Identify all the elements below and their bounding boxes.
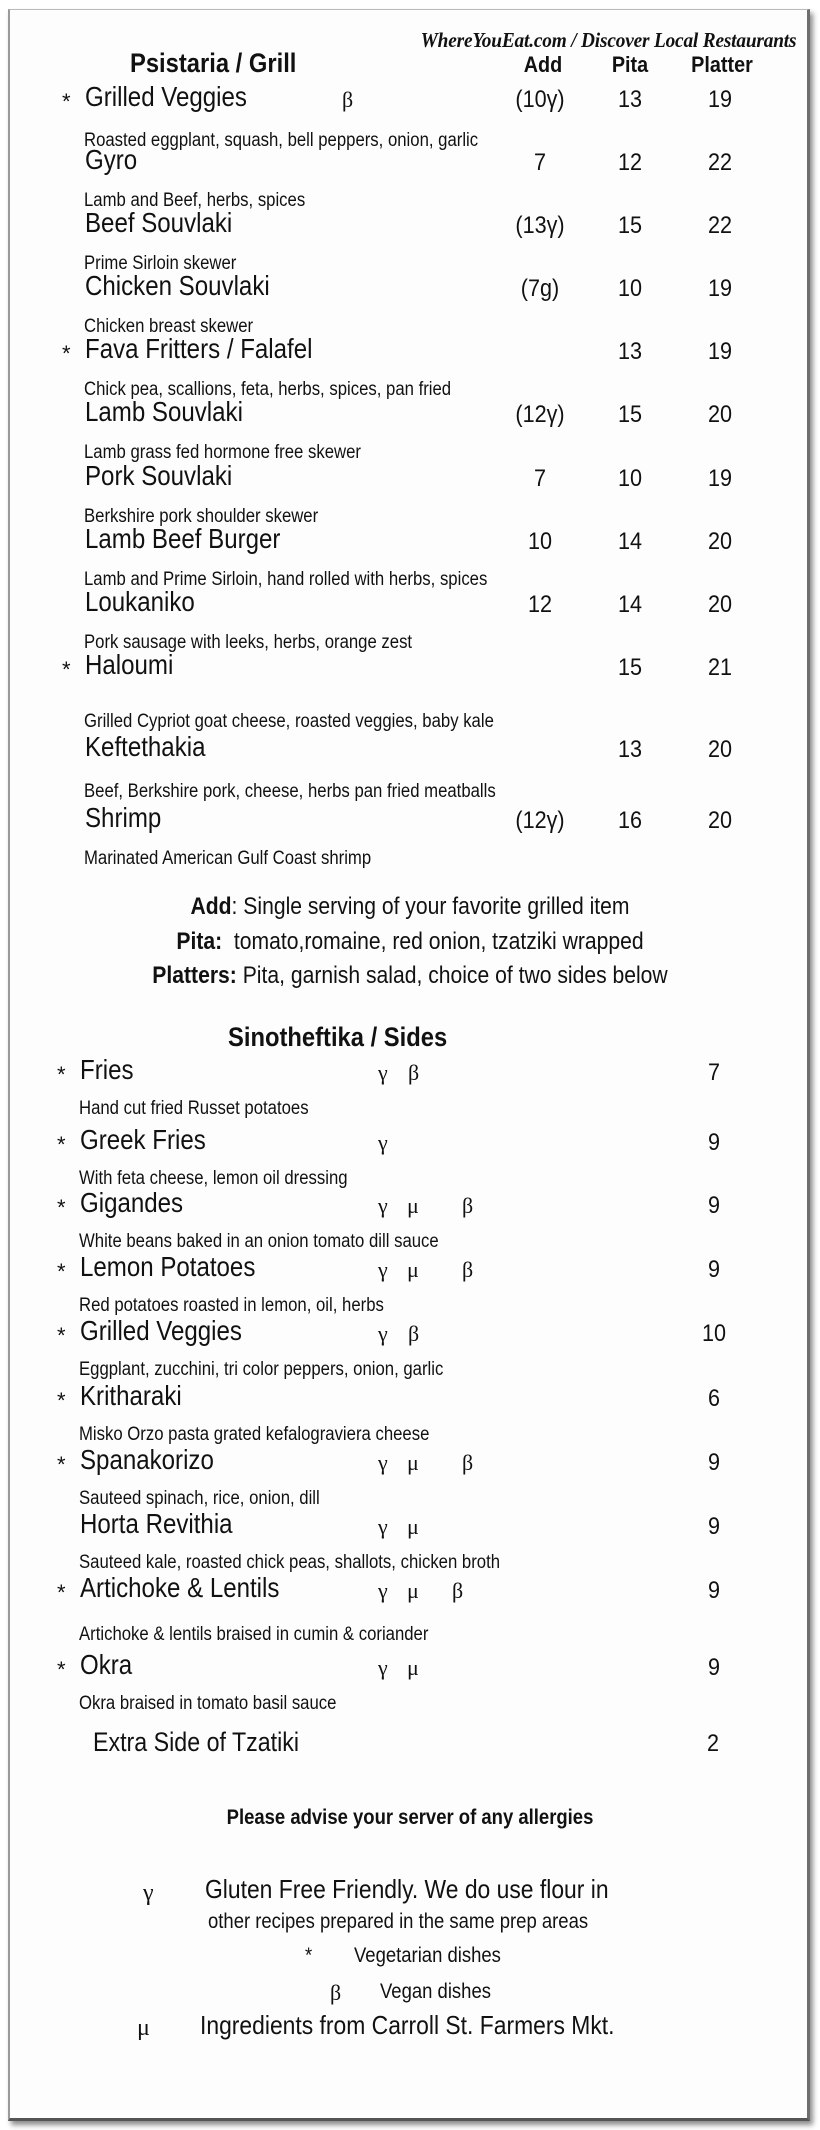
item-name: Shrimp xyxy=(85,802,162,833)
side-price: 9 xyxy=(707,1129,721,1156)
watermark: WhereYouEat.com / Discover Local Restaurants xyxy=(420,28,796,52)
legend-gluten-line2: other recipes prepared in the same prep areas xyxy=(208,1910,589,1933)
price-pita: 10 xyxy=(617,465,643,492)
side-price: 9 xyxy=(707,1577,721,1604)
gluten-free-symbol: γ xyxy=(378,1193,388,1218)
vegan-symbol: β xyxy=(408,1321,420,1346)
price-platter: 20 xyxy=(707,807,733,834)
vegetarian-marker: * xyxy=(57,1062,66,1087)
vegetarian-marker: * xyxy=(57,1580,66,1605)
item-description: Lamb and Beef, herbs, spices xyxy=(84,190,306,211)
legend-vegetarian-text: Vegetarian dishes xyxy=(354,1944,501,1967)
note-line xyxy=(152,962,667,990)
item-name: Artichoke & Lentils xyxy=(80,1572,280,1603)
gluten-free-symbol: γ xyxy=(378,1257,388,1282)
side-price: 7 xyxy=(707,1059,721,1086)
note-text: : Single serving of your favorite grilled item xyxy=(231,893,630,920)
price-add: (12γ) xyxy=(515,401,565,428)
price-pita: 13 xyxy=(617,736,643,763)
item-description: Chick pea, scallions, feta, herbs, spices, pan fried xyxy=(84,379,452,400)
vegan-symbol: β xyxy=(462,1193,474,1218)
vegan-symbol: β xyxy=(408,1060,420,1085)
price-platter: 22 xyxy=(707,149,733,176)
note-text: tomato,romaine, red onion, tzatziki wrapped xyxy=(222,928,644,955)
price-add: (7g) xyxy=(520,275,560,302)
item-name: Greek Fries xyxy=(80,1124,206,1155)
farmers-market-symbol: μ xyxy=(407,1450,419,1475)
farmers-market-symbol: μ xyxy=(407,1655,419,1680)
item-name: Grilled Veggies xyxy=(85,81,247,112)
price-add: 12 xyxy=(527,591,553,618)
item-description: Eggplant, zucchini, tri color peppers, onion, garlic xyxy=(79,1359,444,1380)
vegetarian-marker: * xyxy=(57,1259,66,1284)
price-pita: 15 xyxy=(617,401,643,428)
item-description: Hand cut fried Russet potatoes xyxy=(79,1098,309,1119)
price-platter: 20 xyxy=(707,736,733,763)
diet-symbol: β xyxy=(342,87,354,112)
side-price: 9 xyxy=(707,1449,721,1476)
item-description: Chicken breast skewer xyxy=(84,316,254,337)
item-name: Lamb Souvlaki xyxy=(85,396,243,427)
farmers-market-symbol: μ xyxy=(407,1257,419,1282)
item-description: Roasted eggplant, squash, bell peppers, onion, garlic xyxy=(84,130,479,151)
price-pita: 15 xyxy=(617,212,643,239)
item-name: Gigandes xyxy=(80,1187,184,1218)
item-name: Keftethakia xyxy=(85,731,206,762)
item-name: Fries xyxy=(80,1054,134,1085)
farmers-market-symbol: μ xyxy=(407,1578,419,1603)
item-description: Pork sausage with leeks, herbs, orange zest xyxy=(84,632,413,653)
item-description: Lamb and Prime Sirloin, hand rolled with herbs, spices xyxy=(84,569,488,590)
price-pita: 10 xyxy=(617,275,643,302)
item-description: Okra braised in tomato basil sauce xyxy=(79,1693,337,1714)
item-description: Sauteed spinach, rice, onion, dill xyxy=(79,1488,320,1509)
item-name: Gyro xyxy=(85,144,138,175)
vegetarian-marker: * xyxy=(57,1195,66,1220)
price-platter: 19 xyxy=(707,338,733,365)
note-line xyxy=(191,893,630,921)
side-price: 9 xyxy=(707,1192,721,1219)
item-description: Berkshire pork shoulder skewer xyxy=(84,506,319,527)
legend-gluten-symbol: γ xyxy=(143,1880,154,1906)
vegan-symbol: β xyxy=(462,1450,474,1475)
price-add: 7 xyxy=(533,465,547,492)
item-name: Spanakorizo xyxy=(80,1444,214,1475)
gluten-free-symbol: γ xyxy=(378,1578,388,1603)
note-label: Platters: xyxy=(152,962,237,989)
item-name: Horta Revithia xyxy=(80,1508,233,1539)
farmers-market-symbol: μ xyxy=(407,1193,419,1218)
price-pita: 14 xyxy=(617,591,643,618)
price-platter: 21 xyxy=(707,654,733,681)
gluten-free-symbol: γ xyxy=(378,1655,388,1680)
item-description: White beans baked in an onion tomato dill sauce xyxy=(79,1231,439,1252)
vegetarian-marker: * xyxy=(57,1132,66,1157)
price-pita: 13 xyxy=(617,86,643,113)
side-price: 9 xyxy=(707,1256,721,1283)
price-add: (13γ) xyxy=(515,212,565,239)
note-text: Pita, garnish salad, choice of two sides below xyxy=(236,962,668,989)
item-description: Marinated American Gulf Coast shrimp xyxy=(84,848,372,869)
item-name: Okra xyxy=(80,1649,133,1680)
farmers-market-symbol: μ xyxy=(407,1514,419,1539)
price-add: (12γ) xyxy=(515,807,565,834)
item-name: Pork Souvlaki xyxy=(85,460,233,491)
price-add: (10γ) xyxy=(515,86,565,113)
gluten-free-symbol: γ xyxy=(378,1130,388,1155)
vegetarian-marker: * xyxy=(62,89,71,114)
gluten-free-symbol: γ xyxy=(378,1060,388,1085)
item-name: Lamb Beef Burger xyxy=(85,523,281,554)
price-platter: 19 xyxy=(707,465,733,492)
item-description: Misko Orzo pasta grated kefalograviera cheese xyxy=(79,1424,430,1445)
item-description: With feta cheese, lemon oil dressing xyxy=(79,1168,348,1189)
vegetarian-marker: * xyxy=(57,1388,66,1413)
item-name: Kritharaki xyxy=(80,1380,182,1411)
side-price: 6 xyxy=(707,1385,721,1412)
note-line xyxy=(176,928,643,956)
price-pita: 13 xyxy=(617,338,643,365)
legend-vegetarian-symbol: * xyxy=(305,1944,313,1967)
price-platter: 22 xyxy=(707,212,733,239)
price-pita: 15 xyxy=(617,654,643,681)
item-description: Lamb grass fed hormone free skewer xyxy=(84,442,361,463)
column-header-add: Add xyxy=(523,52,563,77)
item-name: Loukaniko xyxy=(85,586,195,617)
legend-gluten-line1: Gluten Free Friendly. We do use flour in xyxy=(205,1874,609,1904)
price-platter: 19 xyxy=(707,275,733,302)
gluten-free-symbol: γ xyxy=(378,1514,388,1539)
column-header-platter: Platter xyxy=(691,52,753,77)
vegan-symbol: β xyxy=(462,1257,474,1282)
sides-section-title: Sinotheftika / Sides xyxy=(228,1022,448,1052)
price-add: 10 xyxy=(527,528,553,555)
item-name: Beef Souvlaki xyxy=(85,207,233,238)
gluten-free-symbol: γ xyxy=(378,1321,388,1346)
vegetarian-marker: * xyxy=(57,1657,66,1682)
gluten-free-symbol: γ xyxy=(378,1450,388,1475)
price-add: 7 xyxy=(533,149,547,176)
price-pita: 16 xyxy=(617,807,643,834)
legend-vegan-text: Vegan dishes xyxy=(380,1980,491,2003)
item-name: Fava Fritters / Falafel xyxy=(85,333,313,364)
item-description: Red potatoes roasted in lemon, oil, herbs xyxy=(79,1295,384,1316)
item-description: Grilled Cypriot goat cheese, roasted veggies, baby kale xyxy=(84,711,494,732)
grill-section-title: Psistaria / Grill xyxy=(130,48,297,78)
item-description: Artichoke & lentils braised in cumin & coriander xyxy=(79,1624,429,1645)
side-price: 10 xyxy=(701,1320,727,1347)
note-label: Pita: xyxy=(176,928,223,955)
item-description: Sauteed kale, roasted chick peas, shallots, chicken broth xyxy=(79,1552,501,1573)
price-platter: 20 xyxy=(707,401,733,428)
extra-side-name: Extra Side of Tzatiki xyxy=(93,1727,300,1757)
price-pita: 14 xyxy=(617,528,643,555)
price-platter: 19 xyxy=(707,86,733,113)
vegetarian-marker: * xyxy=(62,341,71,366)
item-name: Grilled Veggies xyxy=(80,1315,242,1346)
legend-market-text: Ingredients from Carroll St. Farmers Mkt. xyxy=(200,2010,615,2040)
item-name: Haloumi xyxy=(85,649,174,680)
vegetarian-marker: * xyxy=(57,1323,66,1348)
vegetarian-marker: * xyxy=(62,657,71,682)
column-header-pita: Pita xyxy=(611,52,649,77)
side-price: 9 xyxy=(707,1654,721,1681)
price-platter: 20 xyxy=(707,528,733,555)
item-description: Prime Sirloin skewer xyxy=(84,253,237,274)
legend-market-symbol: μ xyxy=(137,2015,150,2041)
legend-vegan-symbol: β xyxy=(330,1980,342,2005)
vegan-symbol: β xyxy=(452,1578,464,1603)
side-price: 9 xyxy=(707,1513,721,1540)
vegetarian-marker: * xyxy=(57,1452,66,1477)
extra-side-price: 2 xyxy=(706,1730,720,1757)
price-pita: 12 xyxy=(617,149,643,176)
price-platter: 20 xyxy=(707,591,733,618)
item-name: Chicken Souvlaki xyxy=(85,270,270,301)
note-label: Add xyxy=(190,893,232,920)
item-description: Beef, Berkshire pork, cheese, herbs pan fried meatballs xyxy=(84,781,496,802)
allergy-notice: Please advise your server of any allergies xyxy=(226,1806,594,1829)
item-name: Lemon Potatoes xyxy=(80,1251,256,1282)
